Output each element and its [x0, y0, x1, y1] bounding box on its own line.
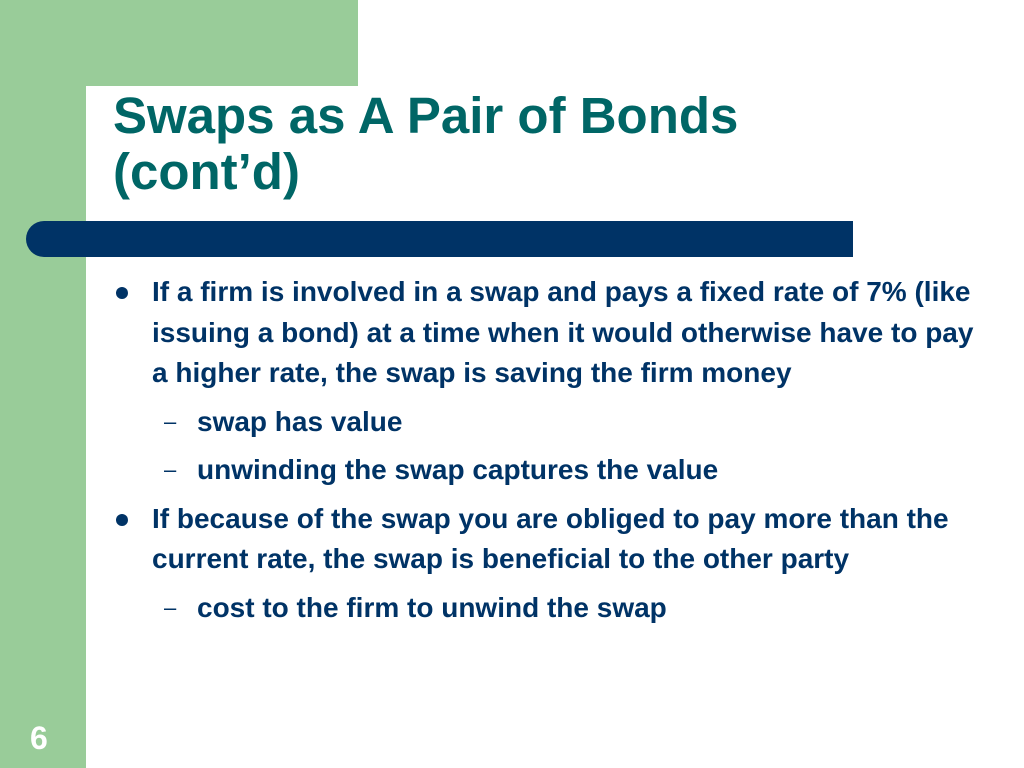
title-divider-bar — [26, 221, 853, 257]
sub-bullet-text: unwinding the swap captures the value — [197, 454, 719, 485]
slide-title-line-2: (cont’d) — [113, 143, 300, 200]
slide-title — [113, 88, 993, 200]
bullet-dot-icon — [116, 514, 128, 526]
bullet-item — [0, 272, 1024, 394]
slide-title-line-1: Swaps as A Pair of Bonds — [113, 87, 739, 144]
sub-bullet-text: swap has value — [197, 405, 403, 437]
dash-icon: – — [164, 594, 177, 620]
sub-bullet-item — [0, 588, 1024, 629]
dash-icon: – — [164, 408, 177, 434]
bullet-text: If a firm is involved in a swap and pays a fixed rate of 7% (like issuing a bond) at a time when it would otherwise have to pay a higher rate, the swap is saving the firm money — [152, 276, 974, 388]
sub-bullet-item — [0, 450, 1024, 491]
bullet-item — [0, 499, 1024, 580]
sub-bullet-text: cost to the firm to unwind the swap — [197, 591, 667, 623]
bullet-dot-icon — [116, 287, 128, 299]
bullet-text: If because of the swap you are obliged to pay more than the current rate, the swap is beneficial to the other party — [152, 502, 949, 574]
dash-icon: – — [164, 457, 177, 482]
page-number: 6 — [30, 720, 48, 756]
slide-body — [0, 272, 1024, 636]
green-top-band — [0, 0, 358, 86]
sub-bullet-item — [0, 402, 1024, 443]
